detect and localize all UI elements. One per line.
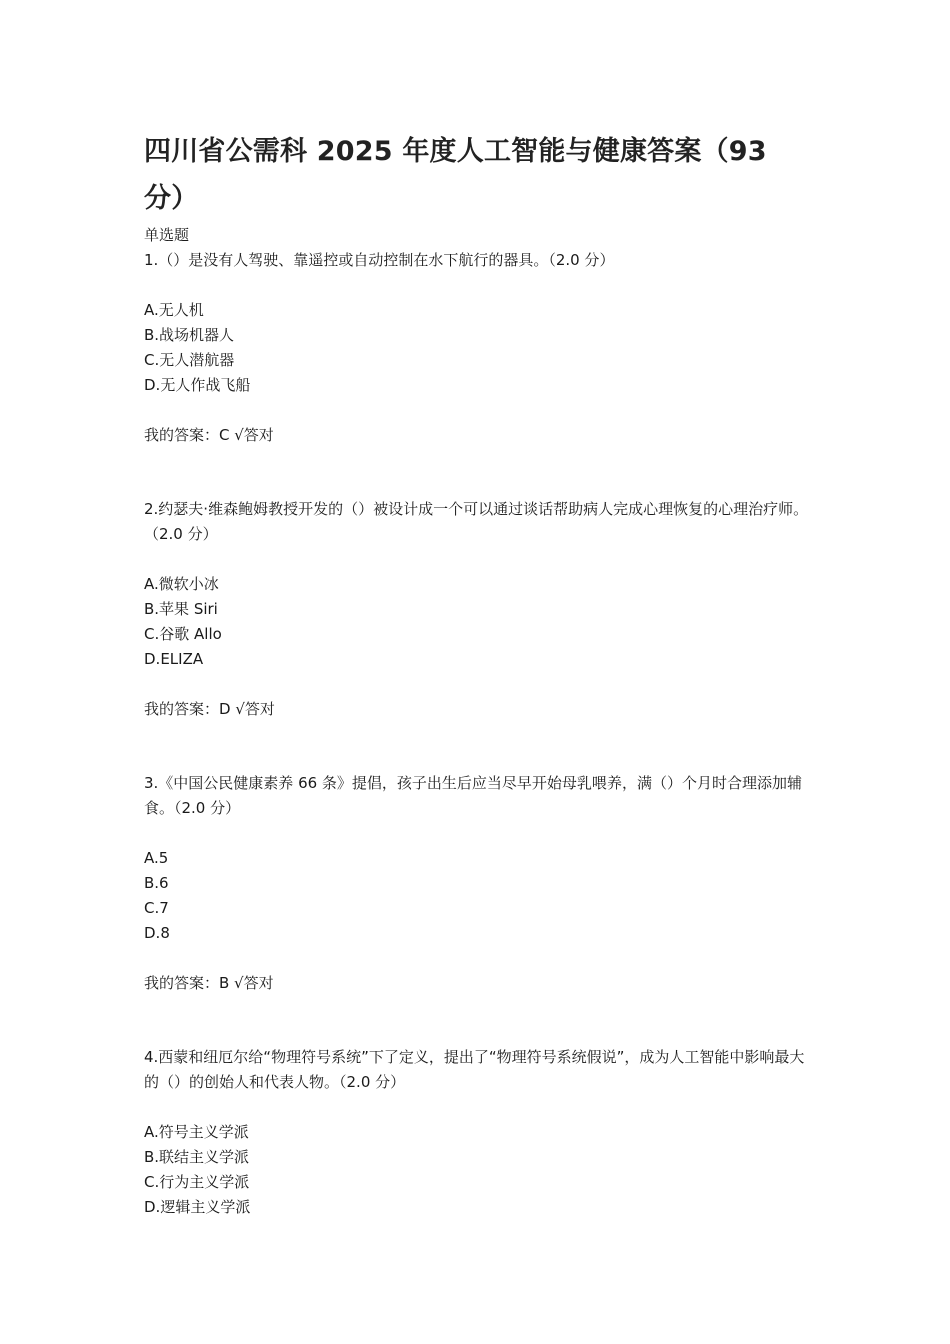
question-stem: 4.西蒙和纽厄尔给“物理符号系统”下了定义，提出了“物理符号系统假说”，成为人工智能中影响最大的（）的创始人和代表人物。（2.0 分） (144, 1048, 805, 1091)
option-d: D.8 (144, 924, 170, 942)
option-c: C.无人潜航器 (144, 351, 235, 369)
option-a: A.符号主义学派 (144, 1123, 249, 1141)
section-label: 单选题 (144, 226, 190, 244)
option-d: D.逻辑主义学派 (144, 1198, 251, 1216)
document-title: 四川省公需科 2025 年度人工智能与健康答案（93 分） (144, 136, 767, 214)
option-a: A.无人机 (144, 301, 204, 319)
option-c: C.行为主义学派 (144, 1173, 250, 1191)
question-stem: 3.《中国公民健康素养 66 条》提倡，孩子出生后应当尽早开始母乳喂养，满（）个月时合理添加辅食。（2.0 分） (144, 774, 802, 817)
option-a: A.5 (144, 849, 169, 867)
option-a: A.微软小冰 (144, 575, 219, 593)
question-stem: 2.约瑟夫·维森鲍姆教授开发的（）被设计成一个可以通过谈话帮助病人完成心理恢复的心理治疗师。（2.0 分） (144, 500, 809, 543)
question-4 (144, 1045, 809, 1220)
option-c: C.7 (144, 899, 169, 917)
option-d: D.ELIZA (144, 650, 204, 668)
document-page (144, 128, 809, 1220)
option-b: B.联结主义学派 (144, 1148, 250, 1166)
option-c: C.谷歌 Allo (144, 625, 222, 643)
option-b: B.战场机器人 (144, 326, 235, 344)
option-d: D.无人作战飞船 (144, 376, 251, 394)
my-answer: 我的答案：B √答对 (144, 974, 274, 992)
question-1 (144, 248, 809, 448)
question-2 (144, 497, 809, 722)
my-answer: 我的答案：D √答对 (144, 700, 275, 718)
question-stem: 1.（）是没有人驾驶、靠遥控或自动控制在水下航行的器具。（2.0 分） (144, 251, 615, 269)
question-3 (144, 771, 809, 996)
option-b: B.6 (144, 874, 169, 892)
my-answer: 我的答案：C √答对 (144, 426, 274, 444)
option-b: B.苹果 Siri (144, 600, 218, 618)
